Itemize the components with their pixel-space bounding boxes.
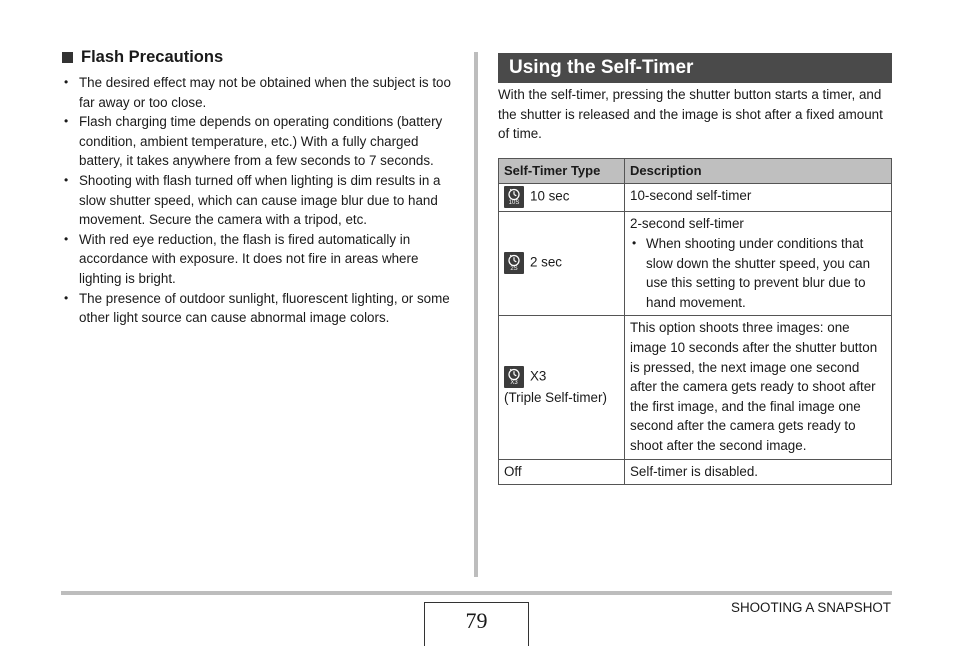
list-item: • Shooting with flash turned off when lighting is dim results in a slow shutter speed, which can cause image blur due to hand movement. Secure the camera with a tripod, etc. <box>62 171 460 230</box>
timer-type-cell <box>499 212 625 316</box>
timer-icon-sub: 10S <box>508 200 520 207</box>
flash-precautions-heading <box>62 48 460 67</box>
flash-precautions-list <box>62 73 460 328</box>
timer-type-label: 2 sec <box>530 254 563 270</box>
table-row <box>499 459 892 485</box>
self-timer-title: Using the Self-Timer <box>509 57 694 78</box>
self-timer-section <box>498 53 892 485</box>
column-divider <box>474 52 478 577</box>
self-timer-icon <box>504 252 524 274</box>
timer-description-list <box>630 234 886 312</box>
self-timer-table <box>498 158 892 485</box>
self-timer-intro: With the self-timer, pressing the shutter button starts a timer, and the shutter is released and the image is shot after a fixed amount of time. <box>498 87 883 142</box>
table-header: Description <box>625 158 892 184</box>
timer-icon-sub: 2S <box>510 266 518 273</box>
timer-description-cell: 10-second self-timer <box>625 184 892 212</box>
table-header-row <box>499 158 892 184</box>
list-item: • With red eye reduction, the flash is fired automatically in accordance with exposure. It does not fire in areas where lighting is bright. <box>62 230 460 289</box>
flash-precautions-title: Flash Precautions <box>81 48 224 66</box>
timer-type-label: X3 <box>530 368 547 384</box>
timer-icon-sub: X3 <box>510 380 518 387</box>
self-timer-title-bar <box>498 53 892 83</box>
table-row <box>499 316 892 459</box>
table-header: Self-Timer Type <box>499 158 625 184</box>
self-timer-icon <box>504 186 524 208</box>
list-item: • Flash charging time depends on operating conditions (battery condition, ambient temperature, etc.) With a fully charged battery, it takes anywhere from a few seconds to 7 seconds. <box>62 112 460 171</box>
section-name: SHOOTING A SNAPSHOT <box>731 600 891 615</box>
timer-description-cell <box>625 212 892 316</box>
timer-description-cell: Self-timer is disabled. <box>625 459 892 485</box>
square-bullet-icon <box>62 52 73 63</box>
page-number: 79 <box>424 602 529 646</box>
flash-precautions-section <box>62 48 460 328</box>
timer-type-label: 10 sec <box>530 188 570 204</box>
timer-description: 2-second self-timer <box>630 216 744 232</box>
timer-description-cell: This option shoots three images: one image 10 seconds after the shutter button is pressed, the next image one second after the camera gets ready to shoot after the first image, and the final image one second after the camera gets ready to shoot after the second image. <box>625 316 892 459</box>
table-row <box>499 184 892 212</box>
timer-type-cell <box>499 459 625 485</box>
list-item: • The desired effect may not be obtained when the subject is too far away or too close. <box>62 73 460 112</box>
footer-divider <box>61 591 892 595</box>
list-item: • The presence of outdoor sunlight, fluorescent lighting, or some other light source can cause abnormal image colors. <box>62 289 460 328</box>
timer-type-extra: (Triple Self-timer) <box>504 390 607 406</box>
self-timer-icon <box>504 366 524 388</box>
table-row <box>499 212 892 316</box>
timer-type-label: Off <box>504 463 522 479</box>
timer-type-cell <box>499 316 625 459</box>
list-item: • When shooting under conditions that slow down the shutter speed, you can use this setting to prevent blur due to hand movement. <box>630 234 886 312</box>
timer-type-cell <box>499 184 625 212</box>
